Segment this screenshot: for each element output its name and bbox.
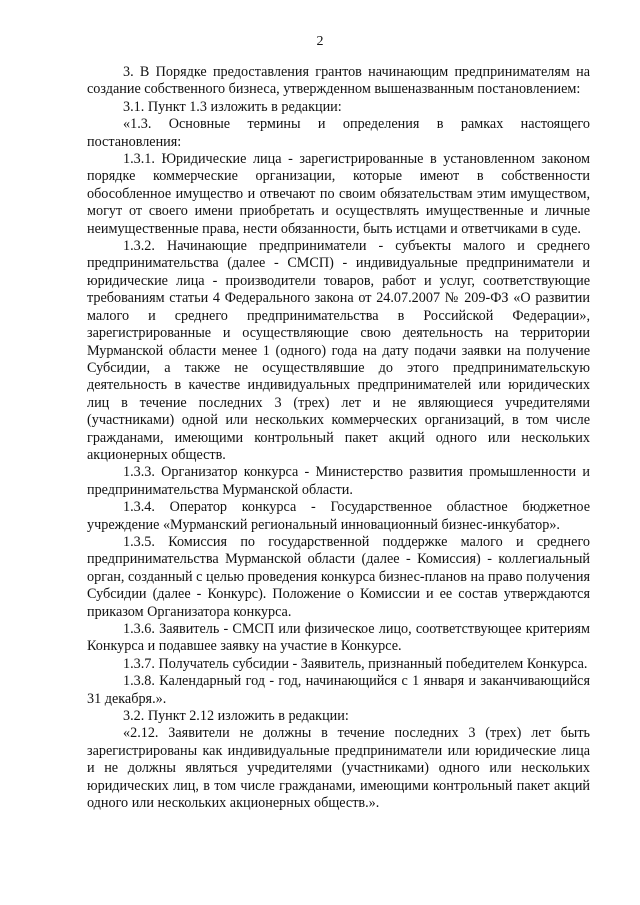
paragraph-3-2: 3.2. Пункт 2.12 изложить в редакции: xyxy=(123,708,349,725)
paragraph-1-3: «1.3. Основные термины и определения в рамках настоящего постановления: xyxy=(87,116,590,150)
document-body xyxy=(87,64,590,812)
paragraph-1-3-7: 1.3.7. Получатель субсидии - Заявитель, признанный победителем Конкурса. xyxy=(123,655,588,672)
paragraph-1-3-6: 1.3.6. Заявитель - СМСП или физическое лицо, соответствующее критериям Конкурса и подавшее заявку на участие в Конкурсе. xyxy=(87,621,590,655)
paragraph-1-3-2: 1.3.2. Начинающие предприниматели - субъекты малого и среднего предпринимательства (далее - СМСП) - индивидуальные предприниматели и юридические лица - производители товаров, работ и услуг, соответствующие требованиям статьи 4 Федерального закона от 24.07.2007 № 209-ФЗ «О развитии малого и среднего предпринимательства в Российской Федерации», зарегистрированные и осуществляющие свою деятельность на территории Мурманской области менее 1 (одного) года на дату подачи заявки на получение Субсидии, а также не осуществлявшие до этого предпринимательскую деятельность в качестве индивидуальных предпринимателей или юридических лиц в течение последних 3 (трех) лет и не являющиеся учредителями (участниками) одной или нескольких коммерческих организаций, в том числе гражданами, имеющими контрольный пакет акций одного или нескольких акционерных обществ. xyxy=(87,238,590,463)
paragraph-1-3-5: 1.3.5. Комиссия по государственной поддержке малого и среднего предпринимательства Мурманской области (далее - Комиссия) - коллегиальный орган, созданный с целью проведения конкурса бизнес-планов на право получения Субсидии (далее - Конкурс). Положение о Комиссии и ее состав утверждаются приказом Организатора конкурса. xyxy=(87,533,590,620)
paragraph-1-3-1: 1.3.1. Юридические лица - зарегистрированные в установленном законом порядке коммерческие организации, которые имеют в собственности обособленное имущество и отвечают по своим обязательствам этим имуществом, могут от своего имени приобретать и осуществлять имущественные и личные неимущественные права, нести обязанности, быть истцами и ответчиками в суде. xyxy=(87,151,590,237)
paragraph-1-3-3: 1.3.3. Организатор конкурса - Министерство развития промышленности и предпринимательства Мурманской области. xyxy=(87,464,590,498)
paragraph-section-3: 3. В Порядке предоставления грантов начинающим предпринимателям на создание собственного бизнеса, утвержденном вышеназванным постановлением: xyxy=(87,64,590,98)
paragraph-1-3-8: 1.3.8. Календарный год - год, начинающийся с 1 января и заканчивающийся 31 декабря.». xyxy=(87,673,590,707)
page-number: 2 xyxy=(316,34,324,49)
paragraph-2-12: «2.12. Заявители не должны в течение последних 3 (трех) лет быть зарегистрированы как индивидуальные предприниматели или юридические лица и не должны являться учредителями (участниками) одного или нескольких юридических лиц, в том числе гражданами, имеющими контрольный пакет акций одного или нескольких акционерных обществ.». xyxy=(87,725,590,812)
paragraph-1-3-4: 1.3.4. Оператор конкурса - Государственное областное бюджетное учреждение «Мурманский региональный инновационный бизнес-инкубатор». xyxy=(87,499,590,533)
paragraph-3-1: 3.1. Пункт 1.3 изложить в редакции: xyxy=(123,98,342,115)
